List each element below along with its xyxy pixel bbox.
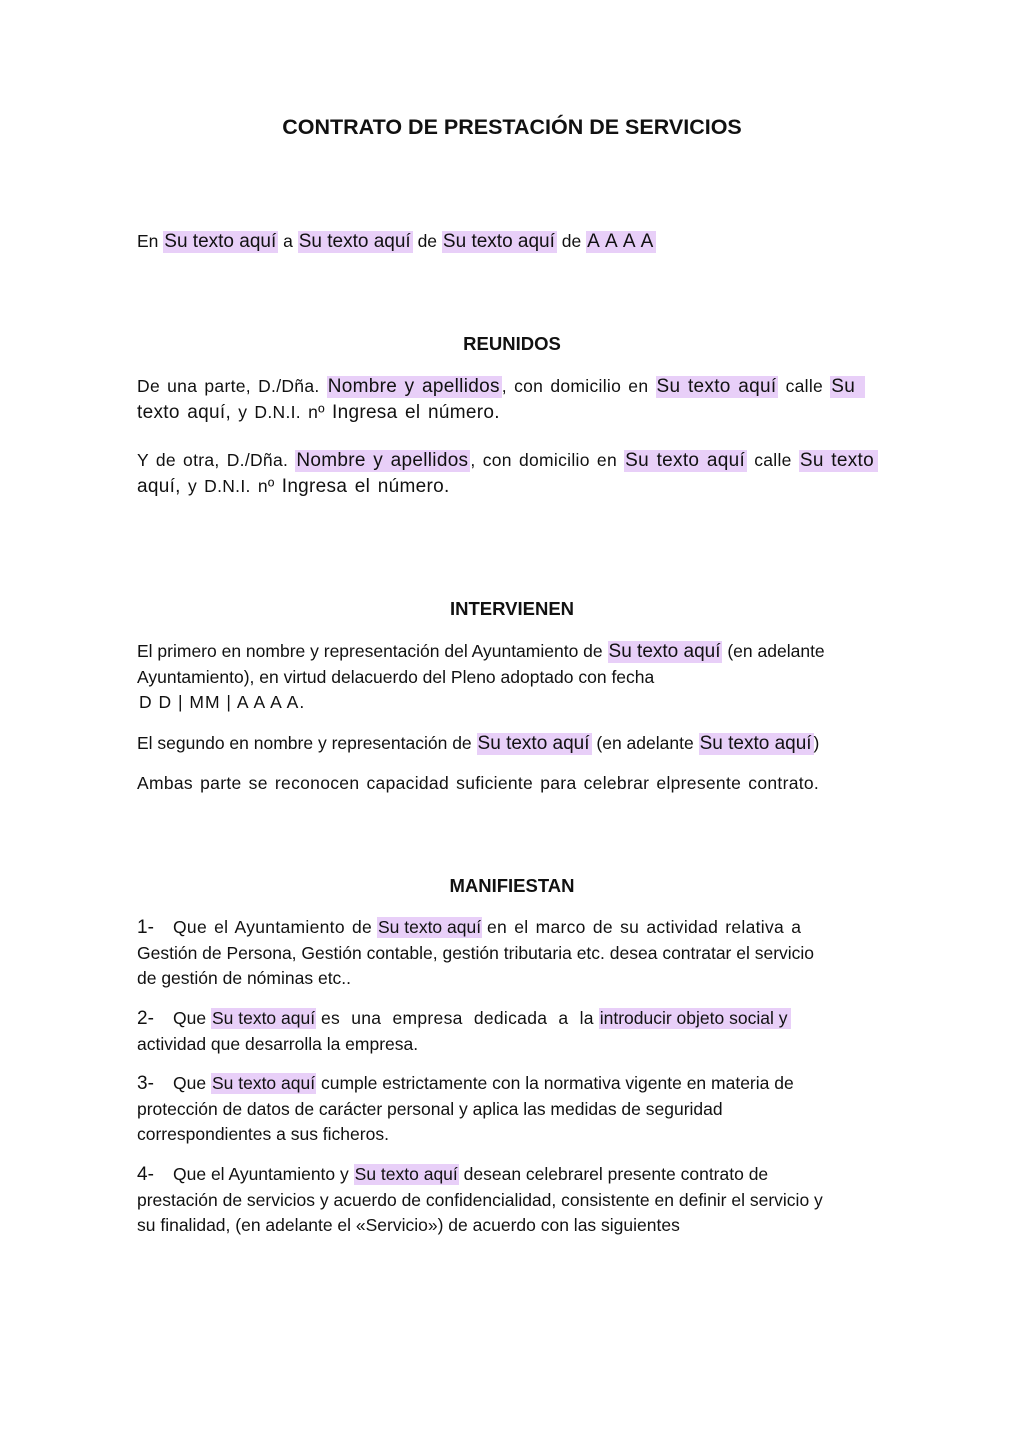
reunidos-party-2-line-2 <box>137 474 892 500</box>
field-party-1-city[interactable]: Su texto aquí <box>656 376 777 397</box>
text: desean celebrarel presente contrato de <box>463 1164 769 1184</box>
intervienen-second <box>137 731 892 757</box>
field-company[interactable]: Su texto aquí <box>211 1008 316 1028</box>
field-company-alias[interactable]: Su texto aquí <box>699 733 812 754</box>
list-item-line: actividad que desarrolla la empresa. <box>137 1033 419 1054</box>
list-item-line: correspondientes a sus ficheros. <box>137 1124 389 1144</box>
text: Que el Ayuntamiento y <box>173 1164 349 1184</box>
text: Que <box>173 1008 207 1028</box>
intervienen-capacity: Ambas parte se reconocen capacidad suficiente para celebrar elpresente contrato. <box>137 773 820 793</box>
manifiestan-item-4 <box>137 1162 892 1239</box>
item-number: 4- <box>137 1164 154 1185</box>
item-number: 3- <box>137 1073 154 1094</box>
intro-text-de-2: de <box>561 231 582 251</box>
manifiestan-item-2 <box>137 1006 892 1057</box>
text: en el marco de su actividad relativa a <box>486 917 802 937</box>
field-ayuntamiento-name[interactable]: Su texto aquí <box>608 641 721 662</box>
document-title: CONTRATO DE PRESTACIÓN DE SERVICIOS <box>282 115 742 139</box>
manifiestan-item-3 <box>137 1071 892 1148</box>
text: , con domicilio en <box>501 376 649 396</box>
text: y D.N.I. nº <box>238 401 325 422</box>
text: y D.N.I. nº <box>187 475 275 496</box>
field-company[interactable]: Su texto aquí <box>354 1164 458 1184</box>
section-heading-reunidos: REUNIDOS <box>463 333 561 354</box>
text: ) <box>813 733 820 753</box>
list-item-line: protección de datos de carácter personal y aplica las medidas de seguridad <box>137 1098 723 1119</box>
item-number: 1- <box>137 917 154 938</box>
list-item-line <box>137 915 892 941</box>
item-number: 2- <box>137 1008 154 1029</box>
intervienen-first <box>137 639 892 716</box>
text: (en adelante <box>727 641 825 661</box>
list-item-line: su finalidad, (en adelante el «Servicio») de acuerdo con las siguientes <box>137 1215 680 1235</box>
field-party-1-street[interactable]: Su <box>830 376 865 398</box>
text: Que el Ayuntamiento de <box>173 917 373 937</box>
text: cumple estrictamente con la normativa vigente en materia de <box>320 1073 794 1093</box>
list-item-line <box>137 1006 892 1032</box>
field-party-1-name[interactable]: Nombre y apellidos <box>327 376 500 397</box>
field-day[interactable]: Su texto aquí <box>298 231 411 252</box>
list-item-line: de gestión de nóminas etc.. <box>137 968 352 988</box>
field-ayuntamiento[interactable]: Su texto aquí <box>377 917 482 937</box>
text: Y de otra, D./Dña. <box>137 450 289 470</box>
field-corporate-purpose[interactable]: introducir objeto social y <box>599 1008 792 1029</box>
field-party-2-name[interactable]: Nombre y apellidos <box>296 450 469 471</box>
list-item-line: Gestión de Persona, Gestión contable, gestión tributaria etc. desea contratar el servicio <box>137 942 815 963</box>
text: De una parte, D./Dña. <box>137 376 320 396</box>
section-heading-manifiestan: MANIFIESTAN <box>449 875 575 896</box>
text: (en adelante <box>596 733 694 753</box>
intervienen-first-line-1 <box>137 639 892 665</box>
text: calle <box>754 450 792 470</box>
text: Que <box>173 1073 207 1093</box>
list-item-line <box>137 1162 892 1188</box>
section-heading-intervienen: INTERVIENEN <box>449 598 575 619</box>
reunidos-party-1-line-1 <box>137 374 892 400</box>
list-item-line <box>137 1071 892 1097</box>
list-item-line: prestación de servicios y acuerdo de confidencialidad, consistente en definir el servicio y <box>137 1189 823 1210</box>
text: calle <box>785 376 824 396</box>
field-month[interactable]: Su texto aquí <box>442 231 555 252</box>
text: , con domicilio en <box>470 450 617 470</box>
intro-line <box>137 229 892 255</box>
intro-text-de: de <box>417 231 438 251</box>
field-party-2-dni[interactable]: Ingresa el número. <box>281 475 450 497</box>
field-party-2-street[interactable]: Su texto <box>799 450 878 472</box>
text: El primero en nombre y representación del Ayuntamiento de <box>137 641 603 661</box>
field-party-1-dni[interactable]: Ingresa el número. <box>332 401 500 423</box>
field-year[interactable]: A A A A <box>587 231 655 252</box>
reunidos-party-2-line-1 <box>137 448 892 474</box>
reunidos-party-1-line-2 <box>137 400 892 426</box>
text: El segundo en nombre y representación de <box>137 733 472 753</box>
reunidos-party-2 <box>137 448 892 499</box>
manifiestan-item-1 <box>137 915 892 992</box>
field-place[interactable]: Su texto aquí <box>164 231 277 252</box>
field-party-1-street-cont[interactable]: texto aquí, <box>137 401 232 423</box>
field-agreement-date[interactable]: D D | MM | A A A A. <box>139 692 306 712</box>
field-company[interactable]: Su texto aquí <box>211 1073 316 1093</box>
intro-text-a: a <box>283 231 293 251</box>
field-company-name[interactable]: Su texto aquí <box>477 733 590 754</box>
intervienen-first-line-2: Ayuntamiento), en virtud delacuerdo del Pleno adoptado con fecha <box>137 666 655 687</box>
intro-text-en: En <box>137 231 159 251</box>
text: es una empresa dedicada a la <box>320 1008 594 1028</box>
reunidos-party-1 <box>137 374 892 425</box>
field-party-2-street-cont[interactable]: aquí, <box>137 475 181 497</box>
field-party-2-city[interactable]: Su texto aquí <box>625 450 746 471</box>
